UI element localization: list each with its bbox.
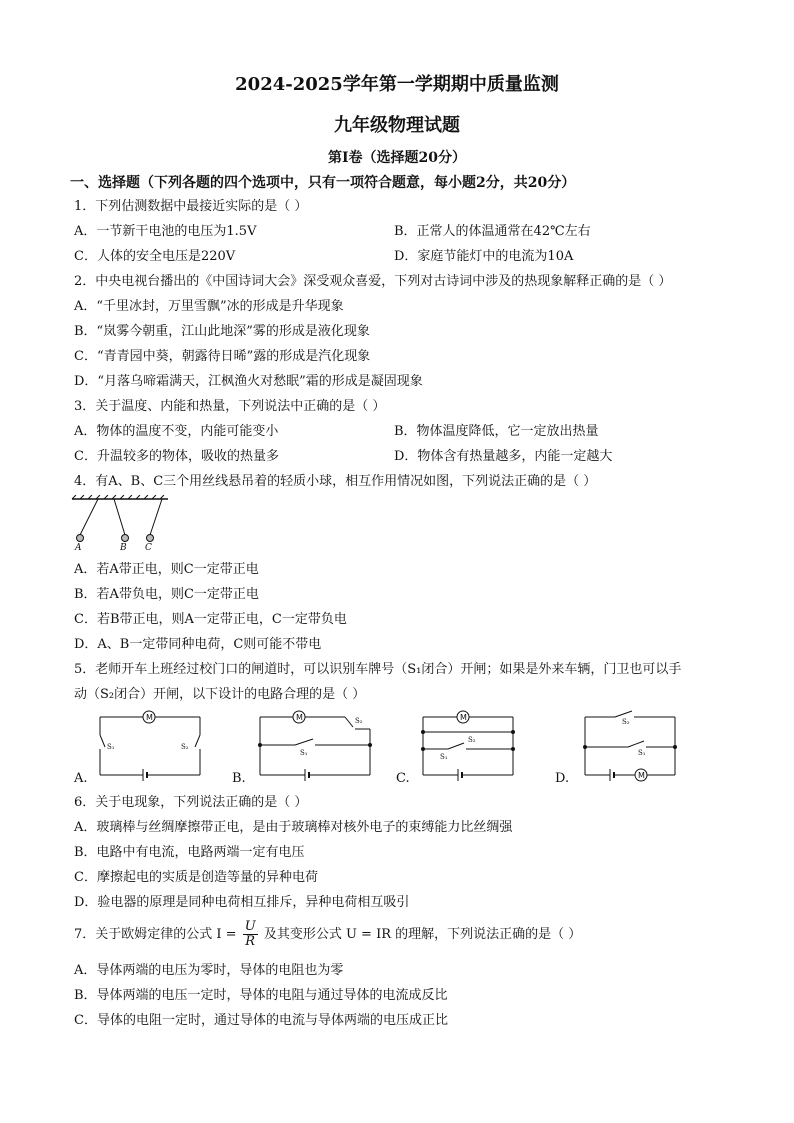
q5-circuit-b	[255, 707, 375, 782]
q5-option-d: D.	[555, 771, 570, 786]
q2-option-c: C．“青青园中葵，朝露待日晞”露的形成是汽化现象	[74, 349, 371, 364]
svg-text:S₂: S₂	[355, 717, 363, 725]
q4-option-b: B．若A带负电，则C一定带正电	[74, 587, 259, 602]
q6-option-a: A．玻璃棒与丝绸摩擦带正电，是由于玻璃棒对核外电子的束缚能力比丝绸强	[74, 820, 513, 835]
q2-option-d: D．“月落乌啼霜满天，江枫渔火对愁眠”霜的形成是凝固现象	[74, 374, 423, 389]
q4-stem: 4．有A、B、C三个用丝线悬吊着的轻质小球，相互作用情况如图，下列说法正确的是（ ）	[74, 474, 597, 489]
q4-option-d: D．A、B一定带同种电荷，C则可能不带电	[74, 637, 322, 652]
svg-text:S₁: S₁	[440, 753, 448, 761]
q3-option-b: B．物体温度降低，它一定放出热量	[394, 424, 599, 439]
fraction-numerator: U	[244, 919, 256, 934]
q5-circuit-d	[580, 707, 680, 782]
q7-stem	[74, 920, 581, 950]
q7-option-a: A．导体两端的电压为零时，导体的电阻也为零	[74, 963, 344, 978]
q6-option-b: B．电路中有电流，电路两端一定有电压	[74, 845, 305, 860]
ohm-law-fraction	[243, 920, 258, 949]
svg-text:M: M	[146, 713, 153, 722]
q1-option-b: B．正常人的体温通常在42℃左右	[394, 224, 591, 239]
q5-option-a: A.	[74, 771, 88, 786]
q3-option-a: A．物体的温度不变，内能可能变小	[74, 424, 279, 439]
exam-title: 2024-2025学年第一学期期中质量监测	[235, 74, 559, 95]
q5-circuit-a	[95, 707, 205, 782]
q6-option-d: D．验电器的原理是同种电荷相互排斥，异种电荷相互吸引	[74, 895, 410, 910]
svg-text:M: M	[460, 713, 467, 722]
svg-text:S₂: S₂	[622, 718, 630, 726]
svg-text:S₁: S₁	[638, 749, 646, 757]
q2-stem: 2．中央电视台播出的《中国诗词大会》深受观众喜爱，下列对古诗词中涉及的热现象解释正确的是（ ）	[74, 274, 672, 289]
svg-text:S₁: S₁	[107, 743, 115, 751]
q1-stem: 1．下列估测数据中最接近实际的是（ ）	[74, 199, 308, 214]
q7-option-c: C．导体的电阻一定时，通过导体的电流与导体两端的电压成正比	[74, 1013, 448, 1028]
volume-heading: 第Ⅰ卷（选择题20分）	[327, 150, 467, 166]
q5-option-c: C.	[396, 771, 410, 786]
q6-option-c: C．摩擦起电的实质是创造等量的异种电荷	[74, 870, 318, 885]
q1-option-c: C．人体的安全电压是220V	[74, 249, 236, 264]
q2-option-b: B．“岚雾今朝重，江山此地深”雾的形成是液化现象	[74, 324, 370, 339]
q4-label-c: C	[145, 543, 152, 553]
q3-stem: 3．关于温度、内能和热量，下列说法中正确的是（ ）	[74, 399, 386, 414]
q7-stem-post: 及其变形公式 U = IR 的理解，下列说法正确的是（ ）	[263, 927, 582, 942]
exam-subtitle: 九年级物理试题	[334, 115, 460, 136]
q2-option-a: A．“千里冰封，万里雪飘”冰的形成是升华现象	[74, 299, 344, 314]
svg-text:M: M	[638, 771, 645, 780]
q5-stem-line2: 动（S₂闭合）开闸，以下设计的电路合理的是（ ）	[74, 687, 366, 702]
q1-option-a: A．一节新干电池的电压为1.5V	[74, 224, 257, 239]
q3-option-c: C．升温较多的物体，吸收的热量多	[74, 449, 279, 464]
q5-option-b: B.	[232, 771, 246, 786]
q4-option-a: A．若A带正电，则C一定带正电	[74, 562, 259, 577]
fraction-denominator: R	[245, 934, 256, 949]
q4-label-a: A	[75, 543, 82, 553]
q5-circuit-c	[418, 707, 518, 782]
q1-option-d: D．家庭节能灯中的电流为10A	[394, 249, 574, 264]
q4-option-c: C．若B带正电，则A一定带正电，C一定带负电	[74, 612, 347, 627]
q3-option-d: D．物体含有热量越多，内能一定越大	[394, 449, 613, 464]
q7-stem-pre: 7．关于欧姆定律的公式 I =	[74, 927, 237, 942]
q7-option-b: B．导体两端的电压一定时，导体的电阻与通过导体的电流成反比	[74, 988, 448, 1003]
svg-text:S₁: S₁	[300, 749, 308, 757]
section-heading: 一、选择题（下列各题的四个选项中，只有一项符合题意，每小题2分，共20分）	[70, 175, 576, 191]
q4-label-b: B	[120, 543, 127, 553]
q6-stem: 6．关于电现象，下列说法正确的是（ ）	[74, 795, 308, 810]
svg-text:S₂: S₂	[181, 743, 189, 751]
q5-stem-line1: 5．老师开车上班经过校门口的闸道时，可以识别车牌号（S₁闭合）开闸；如果是外来车辆，门卫也可以手	[74, 662, 682, 677]
svg-text:M: M	[296, 713, 303, 722]
svg-text:S₂: S₂	[468, 736, 476, 744]
